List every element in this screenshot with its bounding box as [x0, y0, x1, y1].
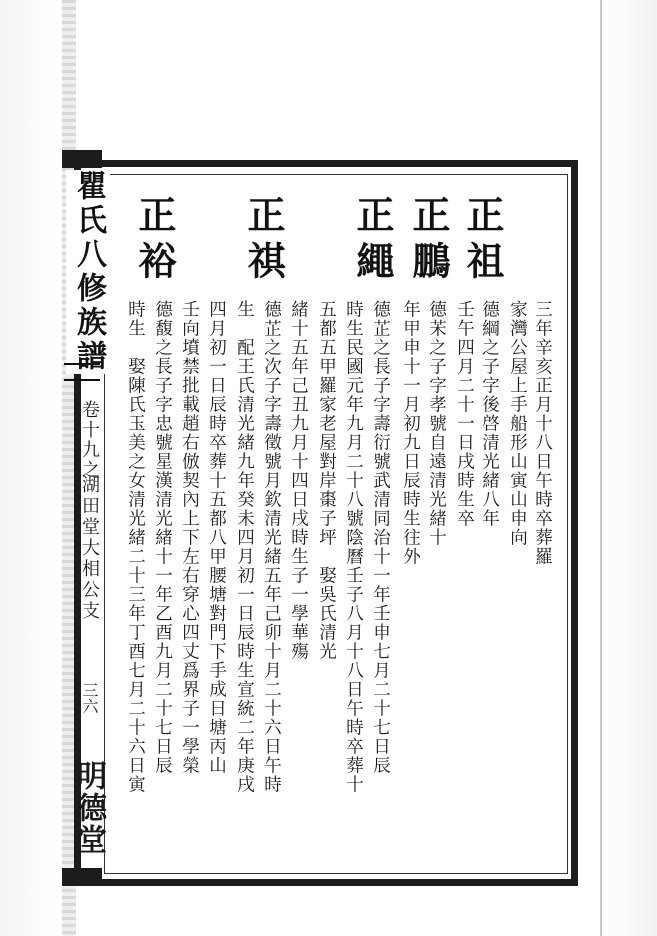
spine-top-band: [62, 150, 102, 168]
fish-tail-mark: [64, 363, 100, 381]
spine-bottom-label: 明德堂: [71, 760, 106, 856]
entry-text-line: 緒十五年己丑九月十四日戌時生子一學華殤: [288, 300, 309, 661]
entry-text-line: 壬向墳禁批載趙右倣契內上下左右穿心四丈爲界子一學榮: [179, 300, 200, 775]
entry-text-line: 五都五甲羅家老屋對岸棗子坪 娶吳氏清光: [316, 300, 337, 661]
entry-text-line: 壬午四月二十一日戌時生卒: [454, 300, 475, 528]
entry-text-line: 時生 娶陳氏玉美之女清光緒二十三年丁酉七月二十六日寅: [125, 300, 146, 794]
page-fold-line: [600, 0, 602, 936]
entry-name: 正祖: [460, 195, 505, 287]
entry-name: 正祺: [241, 195, 286, 287]
entry-name: 正裕: [132, 195, 177, 287]
spine-title: 瞿氏八修族譜: [66, 170, 110, 374]
entry-text-line: 時生民國元年九月二十八號陰曆壬子八月十八日午時卒葬十: [343, 300, 364, 794]
entry-text-line: 德綱之子字後啓清光緒八年: [479, 300, 500, 528]
entry-text-line: 三年辛亥正月十八日午時卒葬羅: [532, 300, 553, 566]
entry-text-line: 年甲申十一月初九日辰時生往外: [400, 300, 421, 566]
spine-hall-name: 湖田堂大相公支: [79, 475, 100, 622]
entry-text-line: 四月初一日辰時卒葬十五都八甲腰塘對門下手成日塘丙山: [206, 300, 227, 775]
spine-volume: 卷十九之: [79, 400, 100, 480]
entry-text-line: 生 配王氏清光緒九年癸未四月初一日辰時生宣統二年庚戌: [234, 300, 255, 794]
entry-name: 正鵬: [406, 195, 451, 287]
entry-text-line: 德㭉之子字孝號自遠清光緒十: [426, 300, 447, 547]
entry-text-line: 家灣公屋上手船形山寅山申向: [507, 300, 528, 547]
entry-text-line: 德馥之長子字忠號星漢清光緒十一年乙酉九月二十七日辰: [152, 300, 173, 775]
entry-text-line: 德芷之長子字壽衍號武清同治十一年壬申七月二十七日辰: [370, 300, 391, 775]
spine-page-number: 三六: [80, 682, 99, 714]
entry-name: 正繩: [350, 195, 395, 287]
spine-bottom-band: [62, 868, 102, 886]
entry-text-line: 德芷之次子字壽徵號月欽清光緒五年己卯十月二十六日午時: [261, 300, 282, 794]
